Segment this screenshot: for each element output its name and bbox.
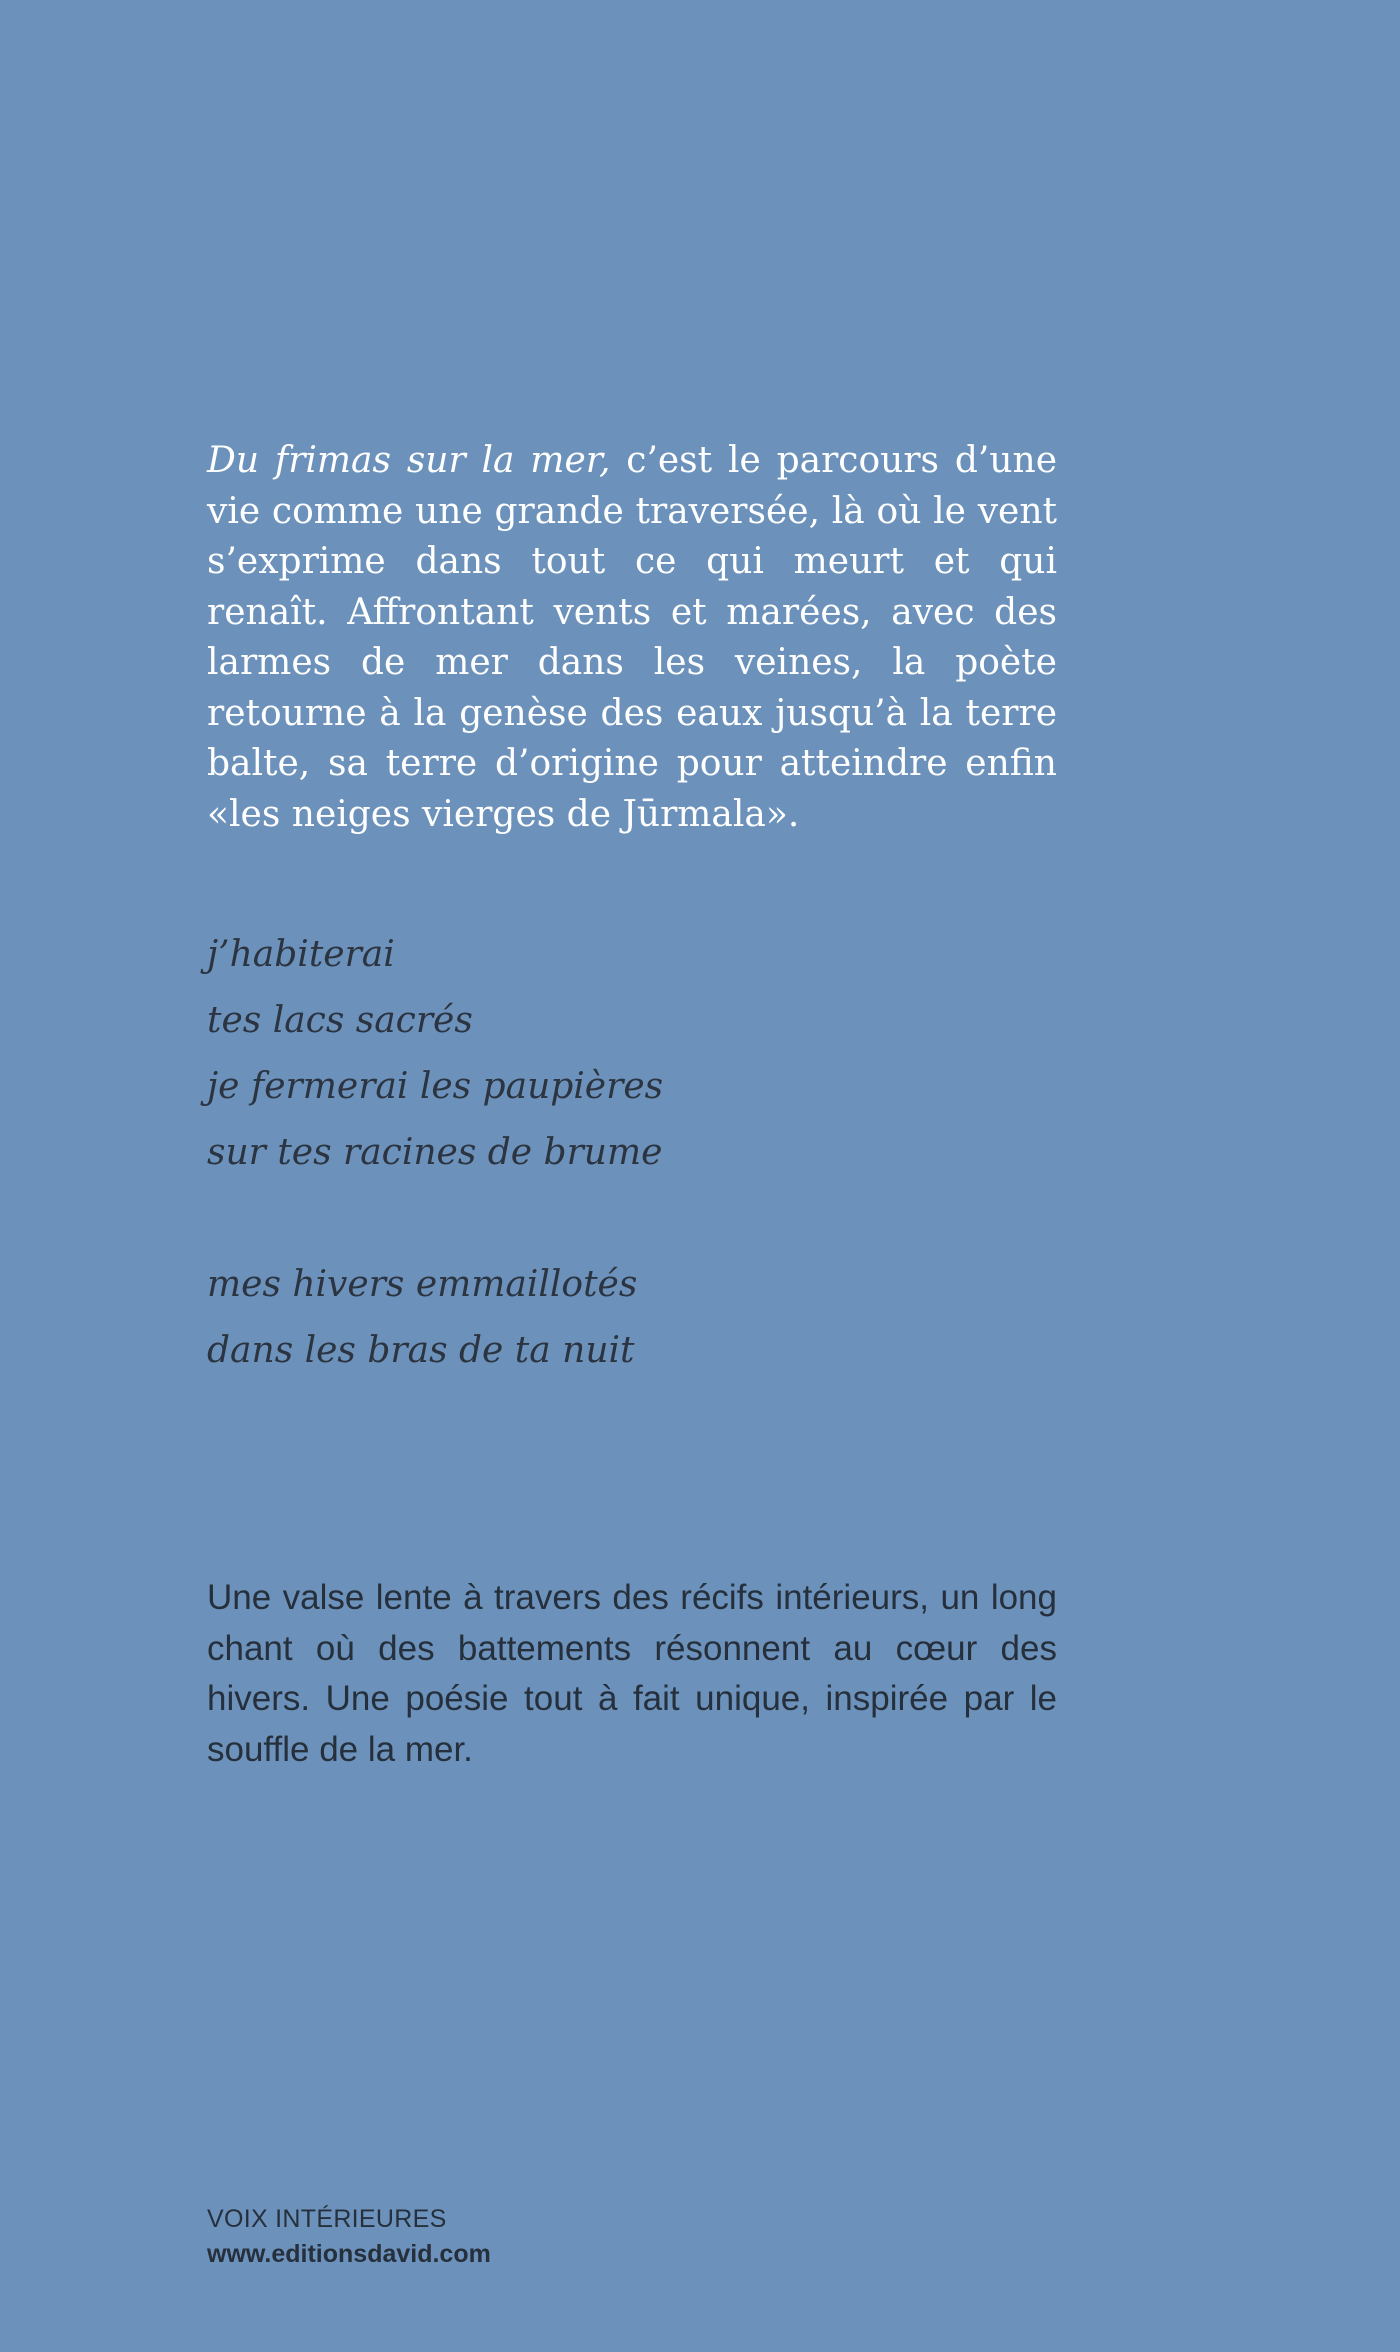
collection-name: VOIX INTÉRIEURES [207, 2205, 447, 2233]
poem-line: je fermerai les paupières [207, 1066, 664, 1107]
poem-line: sur tes racines de brume [207, 1132, 663, 1173]
summary-paragraph: Une valse lente à travers des récifs intérieurs, un long chant où des battements résonnent au cœur des hivers. Une poésie tout à fait unique, inspirée par le souffle de la mer. [207, 1578, 1057, 1769]
poem-stanza-2 [207, 1252, 1057, 1384]
book-title-italic: Du frimas sur la mer, [207, 440, 611, 481]
poem-line: j’habiterai [207, 934, 395, 975]
poem-line: dans les bras de ta nuit [207, 1330, 635, 1371]
publisher-website: www.editionsdavid.com [207, 2240, 491, 2268]
blurb-text: c’est le parcours d’une vie comme une grande traversée, là où le vent s’exprime dans tout ce qui meurt et qui renaît. Affrontant vents et marées, avec des larmes de mer dans les veines, la poète retourne à la genèse des eaux jusqu’à la terre balte, sa terre d’origine pour atteindre enfin «les neiges vierges de Jūrmala». [207, 440, 1057, 835]
publisher-footer [207, 2201, 491, 2271]
poem-line: tes lacs sacrés [207, 1000, 473, 1041]
back-cover-blurb [207, 436, 1057, 840]
poem-line: mes hivers emmaillotés [207, 1264, 638, 1305]
poem-stanza-1 [207, 922, 1057, 1186]
